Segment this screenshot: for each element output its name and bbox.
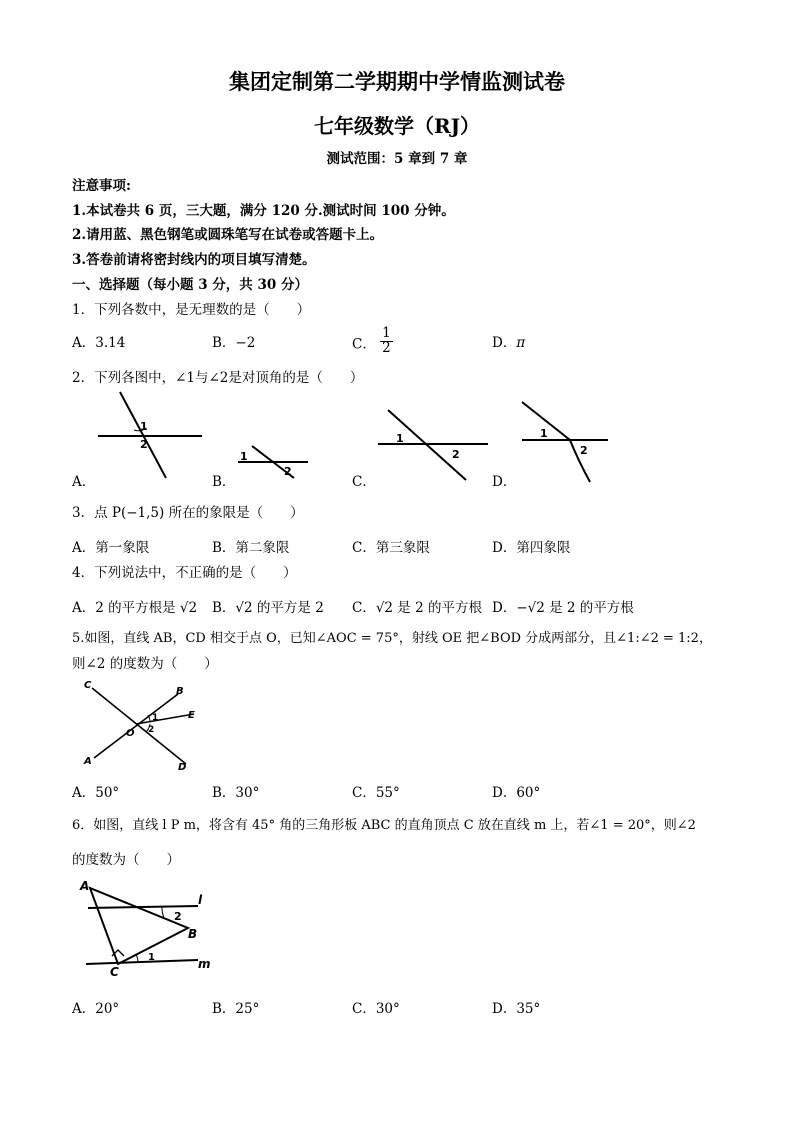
q4-option-a[interactable]: A．2 的平方根是 √2 (72, 600, 198, 616)
angle-label-1: 1 (240, 450, 248, 463)
angle-label-1: 1 (148, 952, 155, 963)
question-6-stem: 6．如图，直线 l P m，将含有 45° 角的三角形板 ABC 的直角顶点 C 放在直线 m 上，若∠1 = 20°，则∠2 (72, 818, 696, 833)
angle-label-2: 2 (580, 444, 588, 457)
point-label-c: C (110, 965, 119, 979)
line-label-l: l (198, 893, 203, 907)
exam-title: 集团定制第二学期期中学情监测试卷 (229, 69, 565, 94)
q2-figure-d (520, 400, 610, 484)
question-4-stem: 4．下列说法中，不正确的是（ ） (72, 565, 297, 581)
q2-option-c[interactable]: C． (352, 474, 376, 490)
point-label-b: B (176, 686, 184, 697)
q5-figure (78, 680, 218, 772)
angle-label-1: 1 (152, 713, 159, 723)
point-label-o: O (126, 728, 135, 739)
q3-option-d[interactable]: D．第四象限 (492, 540, 571, 556)
test-scope: 测试范围：5 章到 7 章 (326, 151, 468, 167)
q6-figure (78, 878, 218, 978)
q6-option-c[interactable]: C．30° (352, 1001, 400, 1017)
q2-figure-a (96, 390, 206, 482)
q4-option-d[interactable]: D．−√2 是 2 的平方根 (492, 600, 634, 616)
note-item: 2.请用蓝、黑色钢笔或圆珠笔写在试卷或答题卡上。 (72, 227, 384, 243)
q1-option-c[interactable] (352, 325, 393, 359)
q6-option-a[interactable]: A．20° (72, 1001, 120, 1017)
angle-label-1: 1 (140, 420, 148, 433)
q1-option-b[interactable]: B．−2 (212, 335, 256, 351)
q2-figure-b (236, 444, 310, 480)
question-2-stem: 2．下列各图中，∠1与∠2是对顶角的是（ ） (72, 370, 364, 386)
q4-option-b[interactable]: B．√2 的平方是 2 (212, 600, 324, 616)
angle-label-2: 2 (140, 438, 148, 451)
q5-option-b[interactable]: B．30° (212, 785, 260, 801)
question-6-stem-cont: 的度数为（ ） (72, 852, 180, 868)
note-item: 1.本试卷共 6 页，三大题，满分 120 分.测试时间 100 分钟。 (72, 203, 455, 219)
question-5-stem: 5.如图，直线 AB，CD 相交于点 O，已知∠AOC = 75°，射线 OE 把∠BOD 分成两部分，且∠1:∠2 = 1:2， (72, 631, 712, 646)
q5-option-a[interactable]: A．50° (72, 785, 120, 801)
notes-heading: 注意事项: (72, 178, 131, 194)
q2-figure-c (376, 408, 490, 482)
q3-option-b[interactable]: B．第二象限 (212, 540, 290, 556)
point-label-a: A (80, 879, 90, 893)
point-label-e: E (188, 710, 195, 721)
note-item: 3.答卷前请将密封线内的项目填写清楚。 (72, 252, 316, 268)
q1-option-d[interactable] (492, 331, 525, 351)
angle-label-2: 2 (452, 448, 460, 461)
q3-option-a[interactable]: A．第一象限 (72, 540, 150, 556)
angle-label-2: 2 (174, 910, 182, 923)
angle-label-2: 2 (148, 725, 155, 735)
q1-option-c-label: C． (352, 336, 376, 353)
q2-option-b[interactable]: B． (212, 474, 236, 490)
q1-option-a[interactable]: A．3.14 (72, 335, 126, 351)
q6-option-d[interactable]: D．35° (492, 1001, 541, 1017)
q6-option-b[interactable]: B．25° (212, 1001, 260, 1017)
point-label-d: D (178, 762, 187, 773)
question-1-stem: 1．下列各数中，是无理数的是（ ） (72, 302, 311, 318)
q4-option-c[interactable]: C．√2 是 2 的平方根 (352, 600, 482, 616)
q5-option-c[interactable]: C．55° (352, 785, 400, 801)
point-label-b: B (188, 927, 198, 941)
q1-option-d-label: D． (492, 335, 517, 351)
angle-label-1: 1 (396, 432, 404, 445)
angle-label-1: 1 (540, 427, 548, 440)
question-5-stem-cont: 则∠2 的度数为（ ） (72, 656, 218, 672)
question-3-stem: 3．点 P(−1,5) 所在的象限是（ ） (72, 505, 304, 521)
point-label-a: A (84, 756, 92, 767)
exam-subtitle: 七年级数学（RJ） (313, 114, 481, 138)
q5-option-d[interactable]: D．60° (492, 785, 541, 801)
line-label-m: m (198, 957, 211, 971)
pi-symbol: π (516, 335, 526, 351)
section-heading: 一、选择题（每小题 3 分，共 30 分） (72, 277, 308, 293)
q2-option-a[interactable]: A． (72, 474, 96, 490)
q2-option-d[interactable]: D． (492, 474, 517, 490)
q3-option-c[interactable]: C．第三象限 (352, 540, 430, 556)
point-label-c: C (84, 680, 92, 691)
fraction-one-half: $\frac{1}{2}$ (382, 325, 391, 356)
angle-label-2: 2 (284, 465, 292, 478)
